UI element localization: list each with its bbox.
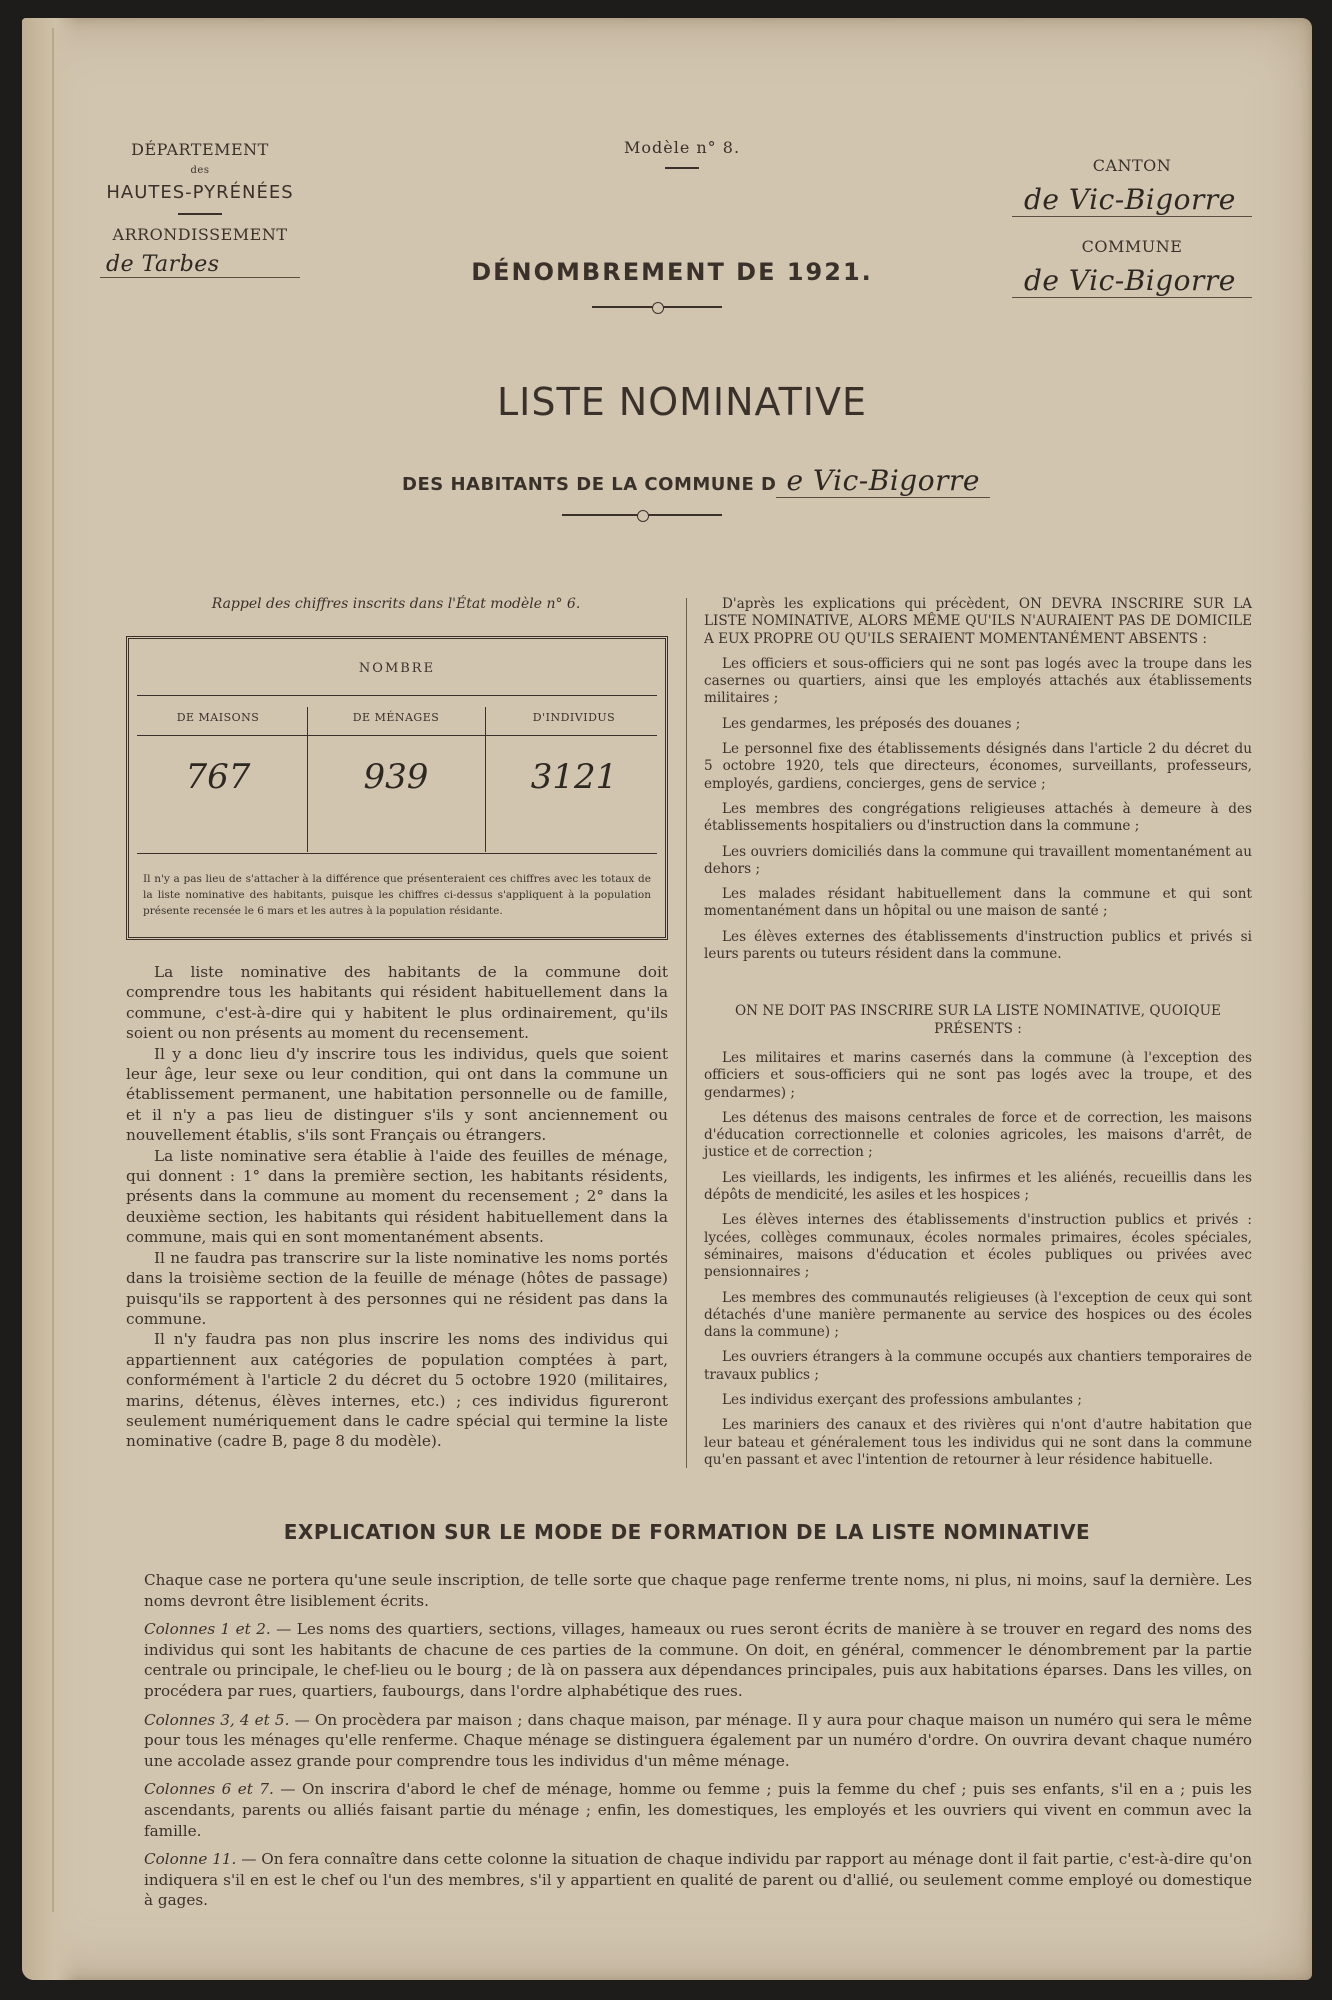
include-item: Les malades résidant habituellement dans la commune et qui sont momentanément dans un hôpital ou une maison de santé ; — [704, 886, 1252, 920]
exclude-item: Les membres des communautés religieuses (à l'exception de ceux qui sont détachés d'une manière permanente au service des hospices ou des écoles dans la commune) ; — [704, 1289, 1252, 1341]
individus-value: 3121 — [530, 757, 618, 797]
commune-name-handwritten: e Vic-Bigorre — [776, 464, 989, 498]
explication-item — [144, 1849, 1252, 1911]
paragraph: La liste nominative sera établie à l'aide des feuilles de ménage, qui donnent : 1° dans la première section, les habitants résidents, présents dans la commune au moment du recensement ; 2° dans la deuxième section, les habitants qui résident habituellement dans la commune, mais qui en sont momentanément absents. — [126, 1146, 668, 1247]
canton-label: CANTON — [1092, 156, 1172, 175]
habitants-prefix: DES HABITANTS DE LA COMMUNE D — [402, 474, 777, 495]
des-label: des — [190, 165, 210, 176]
commune-label: COMMUNE — [1081, 237, 1183, 256]
modele-label: Modèle n° 8. — [623, 138, 741, 157]
exclude-item: Les militaires et marins casernés dans la commune (à l'exception des officiers et sous-officiers qui ne sont pas logés avec la troupe, et des gendarmes) ; — [704, 1049, 1252, 1101]
departement-name: HAUTES-PYRÉNÉES — [106, 182, 294, 203]
habitants-subtitle — [402, 464, 1002, 497]
commune-handwritten: de Vic-Bigorre — [1012, 264, 1252, 298]
explication-item — [144, 1710, 1252, 1772]
paragraph: Il ne faudra pas transcrire sur la liste nominative les noms portés dans la troisième section de la feuille de ménage (hôtes de passage) puisqu'ils se rapportent à des personnes qui ne résident pas dans la commune. — [126, 1248, 668, 1328]
maisons-value: 767 — [185, 757, 251, 797]
arrondissement-handwritten: de Tarbes — [100, 252, 300, 278]
header-left — [100, 140, 300, 278]
arrondissement-label: ARRONDISSEMENT — [112, 225, 288, 244]
column-text: — On procèdera par maison ; dans chaque maison, par ménage. Il y aura pour chaque maison un numéro qui sera le même pour tous les ménages qu'elle renferme. Chaque ménage se distinguera également par un numéro d'ordre. On ouvrira devant chaque numéro une accolade assez grande pour comprendre tous les individus d'un même ménage. — [144, 1710, 1253, 1770]
col-menages-header: DE MÉNAGES — [352, 711, 440, 724]
divider — [178, 213, 222, 215]
column-ref: Colonnes 3, 4 et 5. — [144, 1710, 290, 1729]
column-text: — On inscrira d'abord le chef de ménage, homme ou femme ; puis la femme du chef ; puis ses enfants, s'il en a ; puis les ascendants, parents ou alliés faisant partie du ménage ; enfin, les domestiques, les employés et les ouvriers qui vivent en commun avec la famille. — [144, 1780, 1252, 1840]
explication-item — [144, 1779, 1252, 1841]
paragraph: Il y a donc lieu d'y inscrire tous les individus, quels que soient leur âge, leur sexe ou leur condition, qui ont dans la commune un établissement permanent, une habitation personnelle ou de famille, et il n'y a pas lieu de distinguer s'ils y sont anciennement ou nouvellement établis, s'ils sont Français ou étrangers. — [126, 1044, 668, 1145]
include-item: Les ouvriers domiciliés dans la commune qui travaillent momentanément au dehors ; — [704, 843, 1252, 877]
liste-nominative-title: LISTE NOMINATIVE — [496, 380, 868, 424]
binding-fold — [22, 18, 78, 1980]
exclude-item: Les vieillards, les indigents, les infirmes et les aliénés, recueillis dans les dépôts de mendicité, les asiles et les hospices ; — [704, 1169, 1252, 1204]
exclude-item: Les détenus des maisons centrales de force et de correction, les maisons d'éducation correctionnelle et colonies agricoles, les maisons d'arrêt, de justice et de correction ; — [704, 1109, 1252, 1161]
ornament-rule — [592, 306, 722, 308]
column-text: — Les noms des quartiers, sections, villages, hameaux ou rues seront écrits de manière à se trouver en regard des noms des individus qui sont les habitants de chacune de ces parties de la commune. On doit, en général, commencer le dénombrement par la partie centrale ou principale, le chef-lieu ou le bourg ; de là on passera aux dépendances principales, puis aux habitations éparses. Dans les villes, on procédera par rues, quartiers, faubourgs, dans l'ordre alphabétique des rues. — [144, 1620, 1252, 1700]
table-rule — [137, 853, 657, 854]
modele-number — [582, 138, 782, 179]
table-note: Il n'y a pas lieu de s'attacher à la différence que présenteraient ces chiffres avec les totaux de la liste nominative des habitants, puisque les chiffres ci-dessus s'appliquent à la population présente recensée le 6 mars et les autres à la population résidante. — [143, 873, 651, 917]
include-item: Les élèves externes des établissements d'instruction publics et privés si leurs parents ou tuteurs résident dans la commune. — [704, 928, 1252, 963]
explication-text — [144, 1570, 1252, 1919]
include-item: Les gendarmes, les préposés des douanes ; — [722, 715, 1021, 732]
paragraph: La liste nominative des habitants de la commune doit comprendre tous les habitants qui résident habituellement dans la commune, c'est-à-dire qui y habitent le plus ordinairement, qu'ils soient ou non présents au moment du recensement. — [126, 963, 668, 1043]
column-text: — On fera connaître dans cette colonne la situation de chaque individu par rapport au ménage dont il fait partie, c'est-à-dire qu'on indiquera s'il en est le chef ou l'un des membres, s'il y appartient en qualité de parent ou d'allié, ou seulement comme employé ou domestique à gages. — [144, 1850, 1252, 1910]
right-column-text — [704, 596, 1252, 1477]
table-rule — [137, 695, 657, 696]
intro-paragraph: D'après les explications qui précèdent, ON DEVRA INSCRIRE SUR LA LISTE NOMINATIVE, ALORS MÊME QU'ILS N'AURAIENT PAS DE DOMICILE A EUX PROPRE OU QU'ILS SERAIENT MOMENTANÉMENT ABSENTS : — [704, 596, 1252, 647]
rappel-caption: Rappel des chiffres inscrits dans l'État modèle n° 6. — [211, 596, 581, 612]
column-ref: Colonne 11. — [144, 1850, 237, 1869]
column-ref: Colonnes 6 et 7. — [144, 1780, 274, 1799]
column-separator — [686, 598, 687, 1468]
divider — [665, 167, 699, 169]
exclude-heading: ON NE DOIT PAS INSCRIRE SUR LA LISTE NOMINATIVE, QUOIQUE PRÉSENTS : — [735, 1003, 1221, 1037]
explication-title: EXPLICATION SUR LE MODE DE FORMATION DE LA LISTE NOMINATIVE — [283, 1520, 1091, 1544]
include-item: Le personnel fixe des établissements désignés dans l'article 2 du décret du 5 octobre 1920, tels que directeurs, économes, surveillants, professeurs, employés, gardiens, concierges, gens de service ; — [704, 741, 1252, 792]
nombre-header: NOMBRE — [358, 661, 436, 676]
column-ref: Colonnes 1 et 2. — [144, 1620, 271, 1639]
ornament-rule — [562, 514, 722, 516]
explication-item — [144, 1619, 1252, 1701]
header-right — [1012, 156, 1252, 318]
census-page — [22, 18, 1312, 1980]
binding-crease — [52, 28, 54, 1912]
canton-handwritten: de Vic-Bigorre — [1012, 183, 1252, 217]
include-item: Les officiers et sous-officiers qui ne sont pas logés avec la troupe dans les casernes ou quartiers, ainsi que les employés attachés aux établissements militaires ; — [704, 655, 1252, 707]
departement-label: DÉPARTEMENT — [131, 140, 269, 159]
explication-intro: Chaque case ne portera qu'une seule inscription, de telle sorte que chaque page renferme trente noms, ni plus, ni moins, sauf la dernière. Les noms devront être lisiblement écrits. — [144, 1571, 1252, 1610]
exclude-item: Les mariniers des canaux et des rivières qui n'ont d'autre habitation que leur bateau et généralement tous les individus qui ne sont dans la commune qu'en passant et avec l'intention de retourner à leur résidence habituelle. — [704, 1417, 1252, 1468]
include-item: Les membres des congrégations religieuses attachés à demeure à des établissements hospitaliers ou d'instruction dans la commune ; — [704, 800, 1252, 835]
exclude-item: Les ouvriers étrangers à la commune occupés aux chantiers temporaires de travaux publics ; — [704, 1349, 1252, 1383]
table-rule — [137, 735, 657, 736]
exclude-item: Les individus exerçant des professions ambulantes ; — [722, 1391, 1082, 1408]
counts-table — [126, 636, 668, 940]
menages-value: 939 — [363, 757, 429, 797]
exclude-item: Les élèves internes des établissements d'instruction publics et privés : lycées, collèges communaux, écoles normales primaires, écoles spéciales, séminaires, maisons d'éducation et écoles publiques ou privées avec pensionnaires ; — [704, 1212, 1252, 1281]
denombrement-title: DÉNOMBREMENT DE 1921. — [471, 258, 873, 286]
col-maisons-header: DE MAISONS — [176, 711, 260, 724]
col-individus-header: D'INDIVIDUS — [532, 711, 616, 724]
left-column-text — [126, 962, 668, 1452]
paragraph: Il n'y faudra pas non plus inscrire les noms des individus qui appartiennent aux catégories de population comptées à part, conformément à l'article 2 du décret du 5 octobre 1920 (militaires, marins, détenus, élèves internes, etc.) ; ces individus figureront seulement numériquement dans le cadre spécial qui termine la liste nominative (cadre B, page 8 du modèle). — [126, 1330, 668, 1451]
